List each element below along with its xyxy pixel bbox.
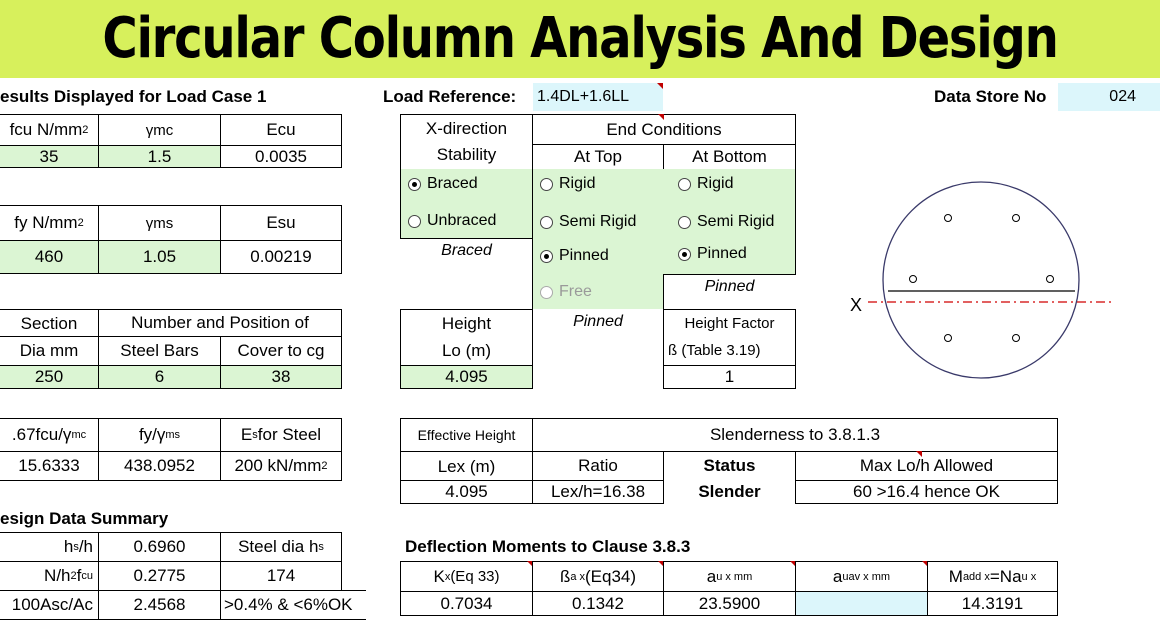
beta-header: ß (Table 3.19) <box>663 336 796 366</box>
deflection-title: Deflection Moments to Clause 3.8.3 <box>405 537 691 556</box>
max-ratio-value: 60 >16.4 hence OK <box>795 480 1058 504</box>
fcu-header: fcu N/mm 2 <box>0 114 99 146</box>
auav-input[interactable] <box>795 591 928 616</box>
asc-ac-value: 2.4568 <box>98 590 221 620</box>
es-steel-header: E s for Steel <box>220 418 342 452</box>
radio-selected-icon <box>540 250 553 263</box>
hs-h-label: h s /h <box>0 532 99 562</box>
diameter-input[interactable]: 250 <box>0 365 99 389</box>
bax-value: 0.1342 <box>532 591 664 616</box>
n-h2-fcu-label: N/h 2 f cu <box>0 561 99 591</box>
ymc-input[interactable]: 1.5 <box>98 145 221 168</box>
load-reference-label: Load Reference: <box>383 87 517 106</box>
madd-header: M add x =Na u x <box>927 561 1058 592</box>
auav-header: a uav x mm <box>795 561 928 592</box>
height-input[interactable]: 4.095 <box>400 365 533 389</box>
fcu-input[interactable]: 35 <box>0 145 99 168</box>
rebar-1 <box>945 215 952 222</box>
rebar-6 <box>1013 335 1020 342</box>
top-free-option[interactable]: Free <box>540 283 592 301</box>
section-header: Section <box>0 309 99 337</box>
steel-dia-value: 174 <box>220 561 342 591</box>
aux-header: a u x mm <box>663 561 796 592</box>
rebar-4 <box>1047 276 1054 283</box>
slenderness-header: Slenderness to 3.8.1.3 <box>532 418 1058 452</box>
esu-value: 0.00219 <box>220 240 342 274</box>
design-summary-title: esign Data Summary <box>0 509 169 528</box>
ecu-value: 0.0035 <box>220 145 342 168</box>
stability-result: Braced <box>441 242 492 259</box>
unbraced-option[interactable]: Unbraced <box>408 212 496 230</box>
bars-input[interactable]: 6 <box>98 365 221 389</box>
ymc-header: γmc <box>98 114 221 146</box>
radio-selected-icon <box>408 178 421 191</box>
kx-value: 0.7034 <box>400 591 533 616</box>
end-conditions-header: End Conditions <box>532 114 796 145</box>
top-condition-result: Pinned <box>573 313 623 330</box>
aux-value: 23.5900 <box>663 591 796 616</box>
status-header: Status <box>703 456 756 475</box>
at-bottom-header: At Bottom <box>663 144 796 170</box>
status-value: Slender <box>698 482 761 501</box>
page-title: Circular Column Analysis And Design <box>102 6 1058 71</box>
rebar-5 <box>945 335 952 342</box>
height-factor-value: 1 <box>663 365 796 389</box>
radio-selected-icon <box>678 248 691 261</box>
n-h2-fcu-value: 0.2775 <box>98 561 221 591</box>
column-section-diagram <box>840 178 1130 383</box>
bottom-rigid-option[interactable]: Rigid <box>678 175 733 193</box>
effective-height-header: Effective Height <box>400 418 533 452</box>
data-store-label: Data Store No <box>934 87 1047 106</box>
steel-dia-label: Steel dia h s <box>220 532 342 562</box>
cover-input[interactable]: 38 <box>220 365 342 389</box>
radio-icon <box>678 216 691 229</box>
dia-header: Dia mm <box>0 336 99 366</box>
ecu-header: Ecu <box>220 114 342 146</box>
data-store-value[interactable]: 024 <box>1058 83 1160 111</box>
ratio-value: Lex/h=16.38 <box>532 480 664 504</box>
stability-header: X-direction Stability <box>400 114 533 170</box>
comment-marker <box>916 451 922 457</box>
lex-value: 4.095 <box>400 480 533 504</box>
radio-icon <box>540 216 553 229</box>
fy-input[interactable]: 460 <box>0 240 99 274</box>
x-axis-label: X <box>850 295 863 315</box>
kx-header: K x (Eq 33) <box>400 561 533 592</box>
design-strength-concrete-value: 15.6333 <box>0 451 99 481</box>
radio-icon <box>678 178 691 191</box>
fy-header: fy N/mm 2 <box>0 205 99 241</box>
yms-input[interactable]: 1.05 <box>98 240 221 274</box>
bottom-condition-result: Pinned <box>704 278 755 295</box>
lo-header: Lo (m) <box>400 336 533 366</box>
steel-check-status: >0.4% & <6%OK <box>220 590 366 620</box>
es-steel-value: 200 kN/mm 2 <box>220 451 342 481</box>
load-reference-value[interactable]: 1.4DL+1.6LL <box>533 83 663 111</box>
max-ratio-header: Max Lo/h Allowed <box>795 451 1058 481</box>
radio-icon <box>408 215 421 228</box>
bottom-pinned-option[interactable]: Pinned <box>678 245 747 263</box>
at-top-header: At Top <box>532 144 664 170</box>
radio-icon <box>540 286 553 299</box>
bottom-semi-rigid-option[interactable]: Semi Rigid <box>678 213 774 231</box>
design-strength-concrete-header: .67fcu/γ mc <box>0 418 99 452</box>
comment-marker <box>658 114 664 120</box>
rebar-3 <box>910 276 917 283</box>
number-position-header: Number and Position of <box>98 309 342 337</box>
bax-header: ß a x (Eq34) <box>532 561 664 592</box>
steel-bars-header: Steel Bars <box>98 336 221 366</box>
cover-header: Cover to cg <box>220 336 342 366</box>
top-rigid-option[interactable]: Rigid <box>540 175 595 193</box>
design-strength-steel-value: 438.0952 <box>98 451 221 481</box>
rebar-2 <box>1013 215 1020 222</box>
lex-header: Lex (m) <box>400 451 533 481</box>
radio-icon <box>540 178 553 191</box>
design-strength-steel-header: fy/γ ms <box>98 418 221 452</box>
top-semi-rigid-option[interactable]: Semi Rigid <box>540 213 636 231</box>
yms-header: γms <box>98 205 221 241</box>
results-label: esults Displayed for Load Case 1 <box>0 87 267 106</box>
madd-value: 14.3191 <box>927 591 1058 616</box>
hs-h-value: 0.6960 <box>98 532 221 562</box>
esu-header: Esu <box>220 205 342 241</box>
height-factor-header: Height Factor <box>663 309 796 337</box>
title-banner <box>0 0 1160 78</box>
top-pinned-option[interactable]: Pinned <box>540 247 609 265</box>
ratio-header: Ratio <box>532 451 664 481</box>
comment-marker <box>657 83 663 89</box>
height-header: Height <box>400 309 533 337</box>
braced-option[interactable]: Braced <box>408 175 478 193</box>
asc-ac-label: 100Asc/Ac <box>0 590 99 620</box>
